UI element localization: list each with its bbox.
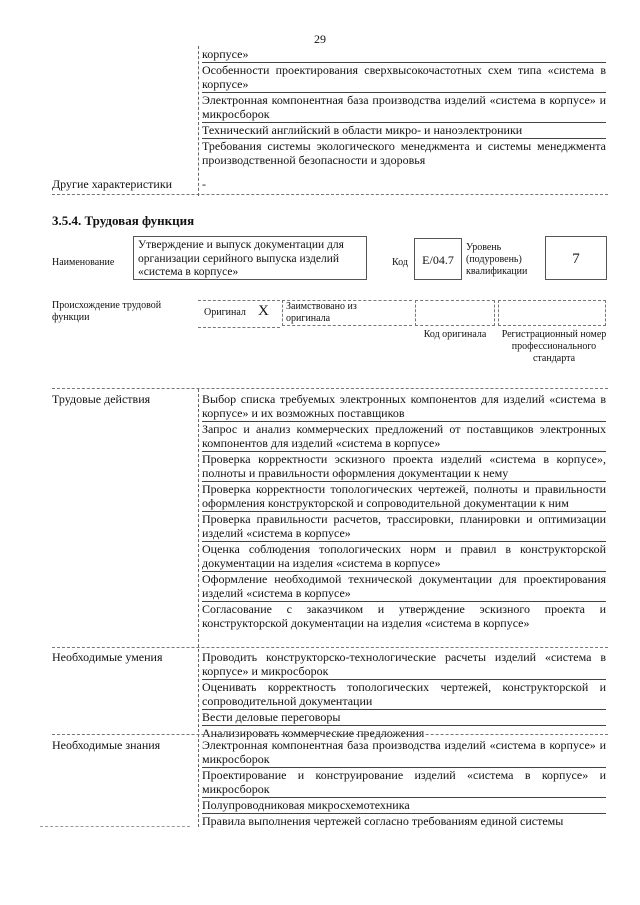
table-row: Проверка корректности топологических чертежей, полноты и правильности оформления конструкторской и сопроводительной документации к ним [202, 482, 606, 510]
original-label: Оригинал [204, 307, 246, 318]
table-row: Проверка корректности эскизного проекта изделий «система в корпусе», полноты и правильности оформления документации к нему [202, 452, 606, 480]
required-knowledge-label: Необходимые знания [52, 738, 161, 752]
table-row: Согласование с заказчиком и утверждение эскизного проекта и конструкторской документации на изделия «система в корпусе» [202, 602, 606, 630]
table-row: Полупроводниковая микросхемотехника [202, 798, 606, 814]
code-original-caption: Код оригинала [423, 329, 487, 340]
other-characteristics-value: - [202, 177, 206, 191]
table-row: Выбор списка требуемых электронных компонентов для изделий «система в корпусе» и их возможных поставщиков [202, 392, 606, 420]
function-name-label: Наименование [52, 257, 115, 268]
table-row: Электронная компонентная база производства изделий «система в корпусе» и микросборок [202, 93, 606, 121]
required-skills-label: Необходимые умения [52, 650, 163, 664]
labor-actions-rows [202, 392, 606, 631]
bottom-divider [40, 826, 190, 827]
function-code-value: E/04.7 [414, 238, 462, 280]
qualification-level-value: 7 [545, 236, 607, 280]
table-row: Оценка соблюдения топологических норм и правил в конструкторской документации на изделия «система в корпусе» [202, 542, 606, 570]
page-number: 29 [314, 32, 326, 46]
required-skills-rows [202, 650, 606, 741]
table-bottom-border [52, 194, 608, 195]
reg-number-cell [498, 300, 606, 326]
table-row: Оформление необходимой технической документации для проектирования изделий «система в корпусе» [202, 572, 606, 600]
table-row: Вести деловые переговоры [202, 710, 606, 726]
table-row: Технический английский в области микро- и наноэлектроники [202, 123, 606, 139]
table-row: Запрос и анализ коммерческих предложений от поставщиков электронных компонентов для изделий «система в корпусе» [202, 422, 606, 450]
top-table-divider [198, 46, 199, 196]
table-row: Электронная компонентная база производства изделий «система в корпусе» и микросборок [202, 738, 606, 766]
table-row: Проводить конструкторско-технологические расчеты изделий «система в корпусе» и микросборок [202, 650, 606, 678]
borrowed-label: Заимствовано из оригинала [286, 301, 357, 324]
main-table-top-border [52, 388, 608, 389]
table-row: корпусе» [202, 47, 606, 63]
code-original-cell [415, 300, 495, 326]
labor-actions-label: Трудовые действия [52, 392, 151, 406]
table-row: Требования системы экологического менеджмента и системы менеджмента производственной безопасности и здоровья [202, 139, 606, 167]
main-table-divider [198, 389, 199, 827]
reg-number-caption: Регистрационный номер профессионального стандарта [501, 329, 607, 364]
table-row: Проектирование и конструирование изделий «система в корпусе» и микросборок [202, 768, 606, 796]
other-characteristics-cell [202, 177, 606, 192]
function-code-label: Код [392, 257, 408, 268]
table-row: Анализировать коммерческие предложения [202, 726, 425, 740]
knowledge-top-border [52, 734, 608, 735]
qualification-level-label: Уровень (подуровень) квалификации [466, 242, 528, 277]
skills-top-border [52, 647, 608, 648]
required-knowledge-rows [202, 738, 606, 829]
table-row: Особенности проектирования сверхвысокочастотных схем типа «система в корпусе» [202, 63, 606, 91]
section-title: 3.5.4. Трудовая функция [52, 213, 195, 228]
original-mark: X [258, 303, 269, 319]
top-table-rows [202, 47, 606, 168]
table-row: Правила выполнения чертежей согласно требованиям единой системы [202, 814, 564, 828]
origin-label: Происхождение трудовой функции [52, 300, 162, 323]
table-row: Проверка правильности расчетов, трассировки, планировки и оптимизации изделий «система в корпусе» [202, 512, 606, 540]
function-name-value: Утверждение и выпуск документации для организации серийного выпуска изделий «система в корпусе» [133, 236, 367, 280]
table-row: Оценивать корректность топологических чертежей, конструкторской и сопроводительной документации [202, 680, 606, 708]
other-characteristics-label: Другие характеристики [52, 177, 173, 191]
